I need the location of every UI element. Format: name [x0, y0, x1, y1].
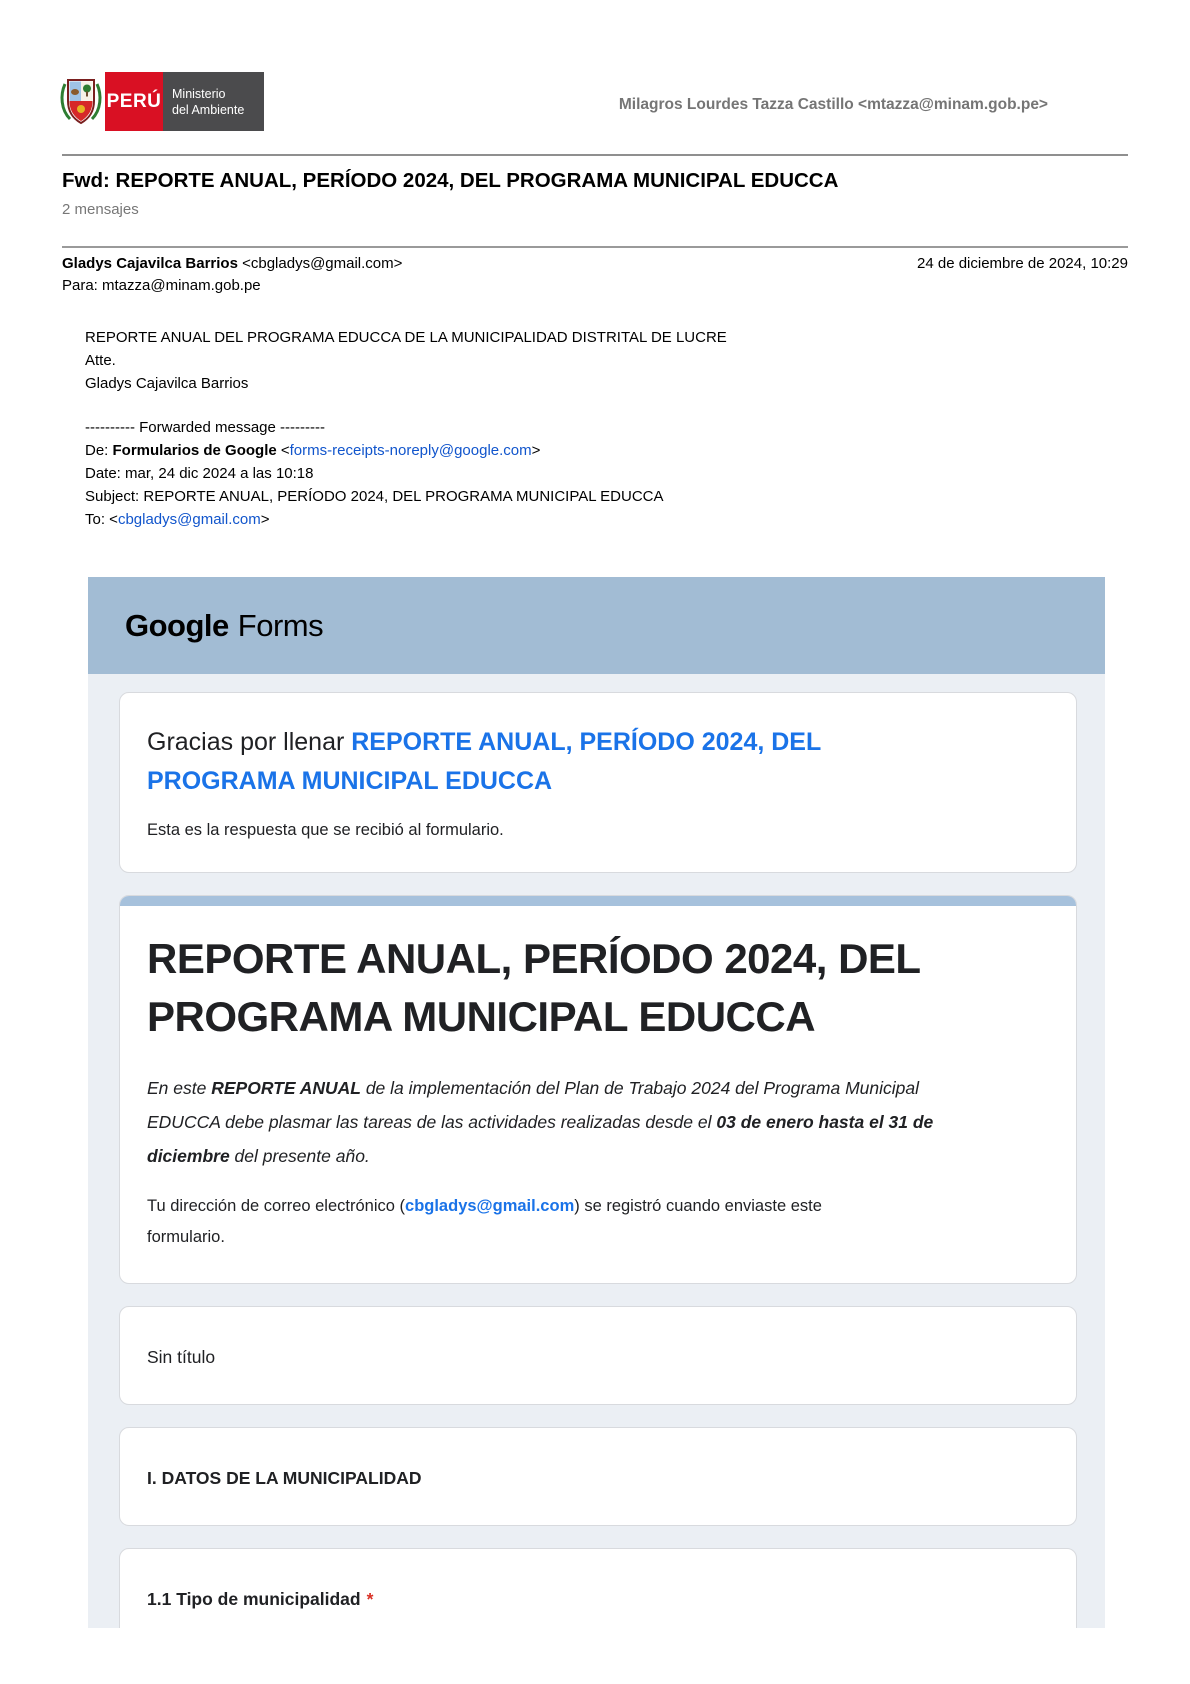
body-line: Atte. [85, 352, 116, 369]
forwarded-subject-line: Subject: REPORTE ANUAL, PERÍODO 2024, DEL PROGRAMA MUNICIPAL EDUCCA [85, 488, 664, 505]
sender-name: Gladys Cajavilca Barrios [62, 255, 238, 272]
thanks-note: Esta es la respuesta que se recibió al formulario. [147, 820, 504, 839]
section-label: I. DATOS DE LA MUNICIPALIDAD [147, 1467, 422, 1488]
divider [62, 154, 1128, 156]
to-line: Para: mtazza@minam.gob.pe [62, 277, 261, 294]
body-line: REPORTE ANUAL DEL PROGRAMA EDUCCA DE LA MUNICIPALIDAD DISTRITAL DE LUCRE [85, 329, 727, 346]
to-close-bracket: > [260, 511, 270, 528]
desc-text: En este [147, 1078, 212, 1099]
message-count: 2 mensajes [62, 201, 139, 218]
thanks-prefix: Gracias por llenar [147, 728, 352, 756]
thread-subject: Fwd: REPORTE ANUAL, PERÍODO 2024, DEL PROGRAMA MUNICIPAL EDUCCA [62, 169, 839, 192]
desc-bold-text: REPORTE ANUAL [211, 1078, 361, 1099]
form-card-accent-strip [120, 896, 1076, 906]
google-forms-header-band [88, 577, 1105, 674]
registered-email-note [147, 1191, 882, 1252]
from-close-bracket: > [531, 442, 541, 459]
print-recipient: Milagros Lourdes Tazza Castillo <mtazza@minam.gob.pe> [618, 96, 1048, 113]
ministry-line1: Ministerio [172, 86, 226, 101]
ministry-line2: del Ambiente [172, 102, 245, 117]
section-card-untitled [119, 1306, 1077, 1405]
email-note-text: ) se registró cuando enviaste este formulario. [147, 1197, 822, 1246]
form-title: REPORTE ANUAL, PERÍODO 2024, DEL PROGRAMA MUNICIPAL EDUCCA [147, 934, 920, 1041]
sender [62, 255, 402, 272]
minam-logo [57, 72, 264, 131]
ministry-name [163, 72, 264, 131]
from-open-bracket: < [276, 442, 290, 459]
form-description [147, 1071, 952, 1173]
desc-text: de la implementación del Plan de Trabajo 2024 del Programa Municipal EDUCCA debe plasmar las tareas de las actividades realizadas desde el [147, 1078, 920, 1133]
body-line: Gladys Cajavilca Barrios [85, 375, 249, 392]
google-forms-receipt [88, 577, 1105, 1628]
thanks-line [147, 723, 942, 801]
from-email-link[interactable]: forms-receipts-noreply@google.com [289, 442, 532, 459]
form-title-link[interactable]: REPORTE ANUAL, PERÍODO 2024, DEL PROGRAMA MUNICIPAL EDUCCA [147, 728, 821, 795]
forms-logo-text: Forms [237, 607, 324, 643]
form-header-card [119, 895, 1077, 1284]
desc-bold-text: 03 de enero hasta el 31 de diciembre [147, 1112, 934, 1167]
forwarded-from-line [85, 439, 727, 462]
forwarded-message-divider: ---------- Forwarded message --------- [85, 419, 325, 436]
forwarded-date-line: Date: mar, 24 dic 2024 a las 10:18 [85, 465, 314, 482]
email-note-text: Tu dirección de correo electrónico ( [147, 1197, 406, 1216]
section-label: Sin título [147, 1346, 216, 1367]
forms-cards [88, 674, 1105, 1628]
divider [62, 246, 1128, 248]
thanks-card [119, 692, 1077, 873]
section-card-datos [119, 1427, 1077, 1526]
google-forms-logo [125, 608, 323, 644]
forwarded-to-line [85, 508, 727, 531]
peru-brand-label: PERÚ [105, 72, 163, 131]
to-email-link[interactable]: cbgladys@gmail.com [117, 511, 261, 528]
sender-row [62, 255, 1128, 272]
from-name: Formularios de Google [112, 442, 277, 459]
from-label: De: [85, 442, 113, 459]
question-card-1-1 [119, 1548, 1077, 1629]
registered-email-link[interactable]: cbgladys@gmail.com [405, 1197, 575, 1216]
to-label: To: < [85, 511, 118, 528]
google-logo-text: Google [125, 607, 229, 643]
email-body [85, 326, 727, 531]
sender-email: <cbgladys@gmail.com> [237, 255, 403, 272]
question-label: 1.1 Tipo de municipalidad [147, 1588, 361, 1609]
message-date: 24 de diciembre de 2024, 10:29 [917, 255, 1128, 272]
desc-text: del presente año. [229, 1146, 370, 1167]
peru-coat-of-arms-icon [57, 72, 105, 131]
form-card-body [120, 906, 1076, 1283]
required-asterisk: * [366, 1588, 374, 1609]
